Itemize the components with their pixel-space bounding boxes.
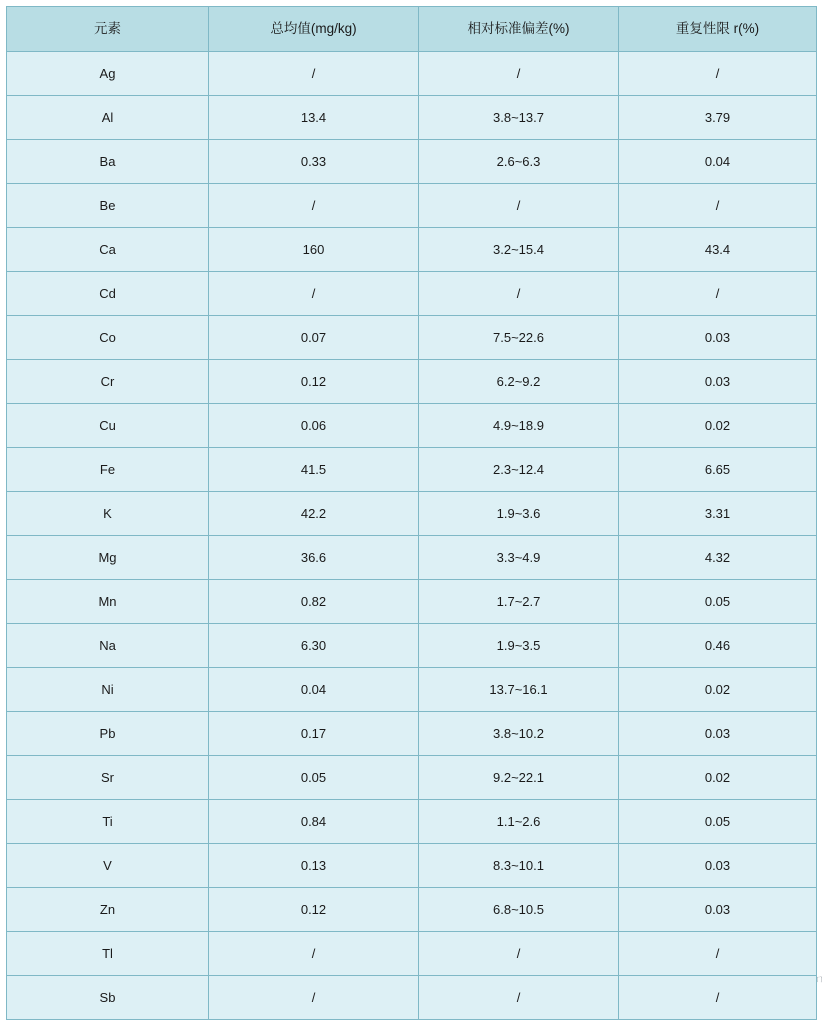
- cell-element: Cu: [7, 404, 209, 448]
- cell-rsd: /: [419, 52, 619, 96]
- cell-repeatability: 43.4: [619, 228, 817, 272]
- table-row: [7, 536, 817, 580]
- cell-mean: /: [209, 932, 419, 976]
- table-row: [7, 184, 817, 228]
- table-row: [7, 228, 817, 272]
- cell-repeatability: /: [619, 976, 817, 1020]
- cell-rsd: 3.8~10.2: [419, 712, 619, 756]
- table-row: [7, 844, 817, 888]
- cell-rsd: 4.9~18.9: [419, 404, 619, 448]
- cell-repeatability: 3.31: [619, 492, 817, 536]
- cell-element: V: [7, 844, 209, 888]
- cell-repeatability: /: [619, 272, 817, 316]
- cell-mean: 41.5: [209, 448, 419, 492]
- table-row: [7, 624, 817, 668]
- cell-rsd: /: [419, 272, 619, 316]
- cell-element: Sr: [7, 756, 209, 800]
- cell-rsd: 13.7~16.1: [419, 668, 619, 712]
- cell-element: Mg: [7, 536, 209, 580]
- cell-mean: 0.04: [209, 668, 419, 712]
- cell-mean: 0.84: [209, 800, 419, 844]
- cell-mean: 0.82: [209, 580, 419, 624]
- cell-repeatability: 0.02: [619, 756, 817, 800]
- table-row: [7, 492, 817, 536]
- cell-rsd: 8.3~10.1: [419, 844, 619, 888]
- cell-element: Sb: [7, 976, 209, 1020]
- cell-element: Cr: [7, 360, 209, 404]
- cell-rsd: /: [419, 976, 619, 1020]
- table-row: [7, 888, 817, 932]
- cell-repeatability: 6.65: [619, 448, 817, 492]
- cell-rsd: 2.6~6.3: [419, 140, 619, 184]
- table-row: [7, 52, 817, 96]
- table-row: [7, 756, 817, 800]
- cell-rsd: 3.8~13.7: [419, 96, 619, 140]
- column-header-mean: 总均值(mg/kg): [209, 7, 419, 52]
- cell-mean: 160: [209, 228, 419, 272]
- cell-element: Ag: [7, 52, 209, 96]
- table-row: [7, 140, 817, 184]
- cell-rsd: 1.1~2.6: [419, 800, 619, 844]
- cell-element: Co: [7, 316, 209, 360]
- cell-mean: 0.12: [209, 888, 419, 932]
- cell-element: Cd: [7, 272, 209, 316]
- cell-repeatability: 3.79: [619, 96, 817, 140]
- cell-rsd: 3.3~4.9: [419, 536, 619, 580]
- table-row: [7, 932, 817, 976]
- cell-repeatability: 0.03: [619, 712, 817, 756]
- table-row: [7, 668, 817, 712]
- cell-element: Mn: [7, 580, 209, 624]
- cell-rsd: 1.7~2.7: [419, 580, 619, 624]
- cell-mean: 0.17: [209, 712, 419, 756]
- cell-element: Zn: [7, 888, 209, 932]
- table-row: [7, 272, 817, 316]
- table-row: [7, 800, 817, 844]
- table-row: [7, 96, 817, 140]
- cell-repeatability: /: [619, 932, 817, 976]
- table-row: [7, 448, 817, 492]
- cell-rsd: 9.2~22.1: [419, 756, 619, 800]
- cell-rsd: 6.2~9.2: [419, 360, 619, 404]
- table-row: [7, 712, 817, 756]
- cell-mean: 0.06: [209, 404, 419, 448]
- cell-repeatability: /: [619, 52, 817, 96]
- cell-rsd: /: [419, 184, 619, 228]
- cell-repeatability: /: [619, 184, 817, 228]
- cell-repeatability: 0.03: [619, 316, 817, 360]
- cell-element: Na: [7, 624, 209, 668]
- cell-element: Be: [7, 184, 209, 228]
- table-row: [7, 316, 817, 360]
- cell-repeatability: 0.03: [619, 844, 817, 888]
- cell-repeatability: 0.03: [619, 888, 817, 932]
- cell-repeatability: 0.05: [619, 580, 817, 624]
- column-header-repeatability: 重复性限 r(%): [619, 7, 817, 52]
- cell-mean: /: [209, 976, 419, 1020]
- cell-rsd: 1.9~3.5: [419, 624, 619, 668]
- cell-repeatability: 0.03: [619, 360, 817, 404]
- table-body: [7, 52, 817, 1020]
- column-header-element: 元素: [7, 7, 209, 52]
- table-row: [7, 976, 817, 1020]
- cell-mean: 0.07: [209, 316, 419, 360]
- cell-mean: 0.33: [209, 140, 419, 184]
- cell-element: K: [7, 492, 209, 536]
- column-header-rsd: 相对标准偏差(%): [419, 7, 619, 52]
- cell-mean: 13.4: [209, 96, 419, 140]
- cell-element: Ba: [7, 140, 209, 184]
- cell-mean: /: [209, 52, 419, 96]
- cell-repeatability: 0.05: [619, 800, 817, 844]
- cell-rsd: 1.9~3.6: [419, 492, 619, 536]
- cell-repeatability: 0.46: [619, 624, 817, 668]
- element-statistics-table: [6, 6, 817, 1020]
- corner-mark: ㄇ: [814, 974, 824, 984]
- cell-mean: /: [209, 272, 419, 316]
- cell-element: Ca: [7, 228, 209, 272]
- cell-repeatability: 4.32: [619, 536, 817, 580]
- cell-rsd: 7.5~22.6: [419, 316, 619, 360]
- table-header-row: [7, 7, 817, 52]
- cell-rsd: 6.8~10.5: [419, 888, 619, 932]
- cell-element: Ti: [7, 800, 209, 844]
- cell-element: Tl: [7, 932, 209, 976]
- cell-element: Fe: [7, 448, 209, 492]
- table-row: [7, 404, 817, 448]
- cell-mean: /: [209, 184, 419, 228]
- cell-element: Pb: [7, 712, 209, 756]
- cell-rsd: 3.2~15.4: [419, 228, 619, 272]
- cell-repeatability: 0.04: [619, 140, 817, 184]
- cell-mean: 0.12: [209, 360, 419, 404]
- cell-rsd: 2.3~12.4: [419, 448, 619, 492]
- cell-mean: 6.30: [209, 624, 419, 668]
- cell-repeatability: 0.02: [619, 404, 817, 448]
- cell-mean: 36.6: [209, 536, 419, 580]
- cell-mean: 0.05: [209, 756, 419, 800]
- cell-rsd: /: [419, 932, 619, 976]
- cell-element: Al: [7, 96, 209, 140]
- table-row: [7, 360, 817, 404]
- cell-mean: 42.2: [209, 492, 419, 536]
- cell-mean: 0.13: [209, 844, 419, 888]
- cell-element: Ni: [7, 668, 209, 712]
- table-row: [7, 580, 817, 624]
- cell-repeatability: 0.02: [619, 668, 817, 712]
